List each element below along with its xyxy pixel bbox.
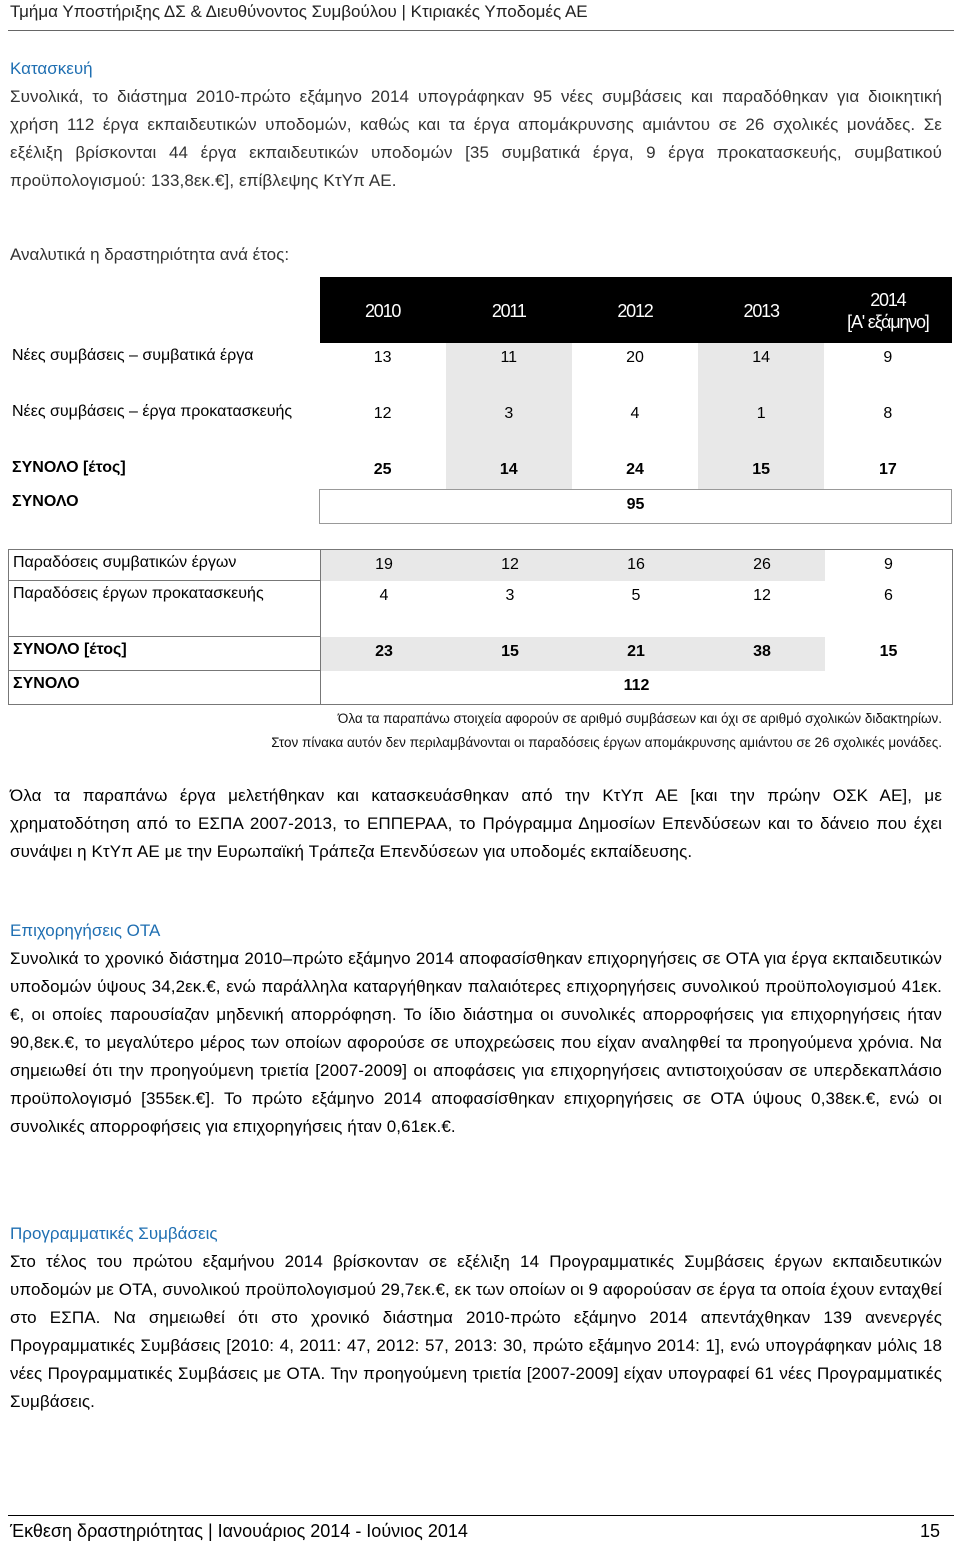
table-cell: 15 xyxy=(879,642,898,660)
table-cell: 3 xyxy=(505,586,515,604)
table-cell: 15 xyxy=(447,637,573,671)
table-cell: 16 xyxy=(573,550,699,581)
row-label: Νέες συμβάσεις – συμβατικά έργα xyxy=(12,347,254,364)
row-label: ΣΥΝΟΛΟ [έτος] xyxy=(12,459,126,476)
year-2014-sublabel: [Α' εξάμηνο] xyxy=(847,312,929,332)
row-label: Παραδόσεις συμβατικών έργων xyxy=(9,550,321,581)
table-note-2: Στον πίνακα αυτόν δεν περιλαμβάνονται οι παραδόσεις έργων απομάκρυνσης αμιάντου σε 26 σχολικές μονάδες. xyxy=(271,735,942,750)
funding-paragraph: Όλα τα παραπάνω έργα μελετήθηκαν και κατασκευάσθηκαν από την ΚτΥπ ΑΕ [και την πρώην ΟΣΚ ΑΕ], με χρηματοδότηση από το ΕΣΠΑ 2007-2013, το ΕΠΠΕΡΑΑ, το Πρόγραμμα Δημοσίων Επενδύσεων και το δάνειο που έχει συνάψει η ΚτΥπ ΑΕ με την Ευρωπαϊκή Τράπεζα Επενδύσεων για υποδομές εκπαίδευσης. xyxy=(10,786,942,861)
programmatic-section xyxy=(10,1220,942,1416)
page-header-title: Τμήμα Υποστήριξης ΔΣ & Διευθύνοντος Συμβούλου | Κτιριακές Υποδομές ΑΕ xyxy=(10,2,588,21)
table-cell: 38 xyxy=(699,637,825,671)
grants-paragraph: Συνολικά το χρονικό διάστημα 2010–πρώτο εξάμηνο 2014 αποφασίσθηκαν επιχορηγήσεις σε ΟΤΑ για έργα εκπαιδευτικών υποδομών ύψους 34,2εκ.€, ενώ παράλληλα καταργήθηκαν παλαιότερες επιχορηγήσεις συνολικού προϋπολογισμού 41εκ.€, οι οποίες παρουσίαζαν μηδενική απορρόφηση. Το ίδιο διάστημα οι συνολικές απορροφήσεις για επιχορηγήσεις ήταν 90,8εκ.€, το μεγαλύτερο μέρος των οποίων αφορούσε σε υποχρεώσεις που είχαν αναληφθεί τα προηγούμενα χρόνια. Να σημειωθεί ότι την προηγούμενη τριετία [2007-2009] οι αποφάσεις για επιχορηγήσεις αντιστοιχούσαν σε υπερδεκαπλάσιο προϋπολογισμό [355εκ.€]. Το πρώτο εξάμηνο 2014 αποφασίσθηκαν επιχορηγήσεις σε ΟΤΑ ύψους 0,38εκ.€, ενώ οι συνολικές απορροφήσεις για επιχορηγήσεις ήταν 0,61εκ.€. xyxy=(10,949,942,1136)
year-2014 xyxy=(824,277,951,343)
page-number: 15 xyxy=(919,1521,940,1541)
contracts-table xyxy=(8,277,952,524)
table-cell: 11 xyxy=(446,343,572,399)
footer-divider xyxy=(8,1515,954,1516)
table-cell: 9 xyxy=(883,349,893,366)
year-2011: 2011 xyxy=(446,277,572,343)
table-cell: 12 xyxy=(447,550,573,581)
table-cell: 12 xyxy=(373,405,392,422)
table-cell: 25 xyxy=(373,461,392,478)
table-row xyxy=(8,455,952,489)
year-2012: 2012 xyxy=(572,277,698,343)
funding-section xyxy=(10,782,942,866)
grants-section xyxy=(10,917,942,1141)
table-cell: 26 xyxy=(699,550,825,581)
table-row xyxy=(8,399,952,455)
total-cell: 95 xyxy=(320,489,952,523)
grants-title: Επιχορηγήσεις ΟΤΑ xyxy=(10,921,161,940)
year-2013: 2013 xyxy=(698,277,824,343)
table-cell: 4 xyxy=(379,586,389,604)
table-cell: 5 xyxy=(631,586,641,604)
table-cell: 4 xyxy=(630,405,640,422)
row-label: ΣΥΝΟΛΟ xyxy=(12,493,79,510)
table-row xyxy=(9,550,953,581)
construction-section xyxy=(10,55,942,195)
table-note-1: Όλα τα παραπάνω στοιχεία αφορούν σε αριθμό συμβάσεων και όχι σε αριθμό σχολικών διδακτηρίων. xyxy=(337,711,942,726)
footer-title: Έκθεση δραστηριότητας | Ιανουάριος 2014 - Ιούνιος 2014 xyxy=(10,1521,468,1541)
table-cell: 3 xyxy=(446,399,572,455)
construction-title: Κατασκευή xyxy=(10,59,93,78)
header-divider xyxy=(8,30,954,31)
row-label: ΣΥΝΟΛΟ [έτος] xyxy=(9,637,321,671)
table-cell: 21 xyxy=(573,637,699,671)
table-cell: 6 xyxy=(884,586,893,604)
table-cell: 1 xyxy=(698,399,824,455)
table-cell: 9 xyxy=(884,556,893,573)
table-cell: 14 xyxy=(446,455,572,489)
table-cell: 13 xyxy=(373,349,392,366)
programmatic-title: Προγραμματικές Συμβάσεις xyxy=(10,1224,218,1243)
table-row xyxy=(9,671,953,705)
row-label: Νέες συμβάσεις – έργα προκατασκευής xyxy=(12,403,293,420)
table-cell: 14 xyxy=(698,343,824,399)
deliveries-table xyxy=(8,549,953,705)
table-cell: 8 xyxy=(883,405,893,422)
total-cell: 112 xyxy=(623,676,650,694)
table-cell: 19 xyxy=(321,550,448,581)
table-row xyxy=(9,581,953,637)
table-row xyxy=(9,637,953,671)
construction-paragraph: Συνολικά, το διάστημα 2010-πρώτο εξάμηνο 2014 υπογράφηκαν 95 νέες συμβάσεις και παραδόθηκαν για διοικητική χρήση 112 έργα εκπαιδευτικών υποδομών, καθώς και τα έργα απομάκρυνσης αμιάντου σε 26 σχολικές μονάδες. Σε εξέλιξη βρίσκονται 44 έργα εκπαιδευτικών υποδομών [35 συμβατικά έργα, 9 έργα προκατασκευής, συμβατικού προϋπολογισμού: 133,8εκ.€], επίβλεψης ΚτΥπ ΑΕ. xyxy=(10,87,942,190)
programmatic-paragraph: Στο τέλος του πρώτου εξαμήνου 2014 βρίσκονταν σε εξέλιξη 14 Προγραμματικές Συμβάσεις έργων εκπαιδευτικών υποδομών με ΟΤΑ, συνολικού προϋπολογισμού 29,7εκ.€, εκ των οποίων οι 9 αφορούσαν σε έργα τα οποία έχουν ενταχθεί στο ΕΣΠΑ. Να σημειωθεί ότι στο χρονικό διάστημα 2010-πρώτο εξάμηνο 2014 απεντάχθηκαν 139 ανενεργές Προγραμματικές Συμβάσεις [2010: 4, 2011: 47, 2012: 57, 2013: 30, πρώτο εξάμηνο 2014: 1], ενώ υπογράφηκαν μόλις 18 νέες Προγραμματικές Συμβάσεις με ΟΤΑ. Την προηγούμενη τριετία [2007-2009] είχαν υπογραφεί 61 νέες Προγραμματικές Συμβάσεις. xyxy=(10,1252,942,1411)
table-cell: 20 xyxy=(626,349,644,366)
table-cell: 12 xyxy=(753,586,771,604)
table-cell: 24 xyxy=(626,461,644,478)
table-cell: 17 xyxy=(878,461,897,478)
row-label: ΣΥΝΟΛΟ xyxy=(9,671,321,705)
table-row xyxy=(8,489,952,523)
table-cell: 23 xyxy=(321,637,448,671)
row-label: Παραδόσεις έργων προκατασκευής xyxy=(9,581,321,637)
table-row xyxy=(8,343,952,399)
year-2010: 2010 xyxy=(320,277,446,343)
table-cell: 15 xyxy=(698,455,824,489)
year-header-row xyxy=(8,277,952,343)
activity-intro: Αναλυτικά η δραστηριότητα ανά έτος: xyxy=(10,245,290,264)
year-2014-label: 2014 xyxy=(870,290,906,310)
